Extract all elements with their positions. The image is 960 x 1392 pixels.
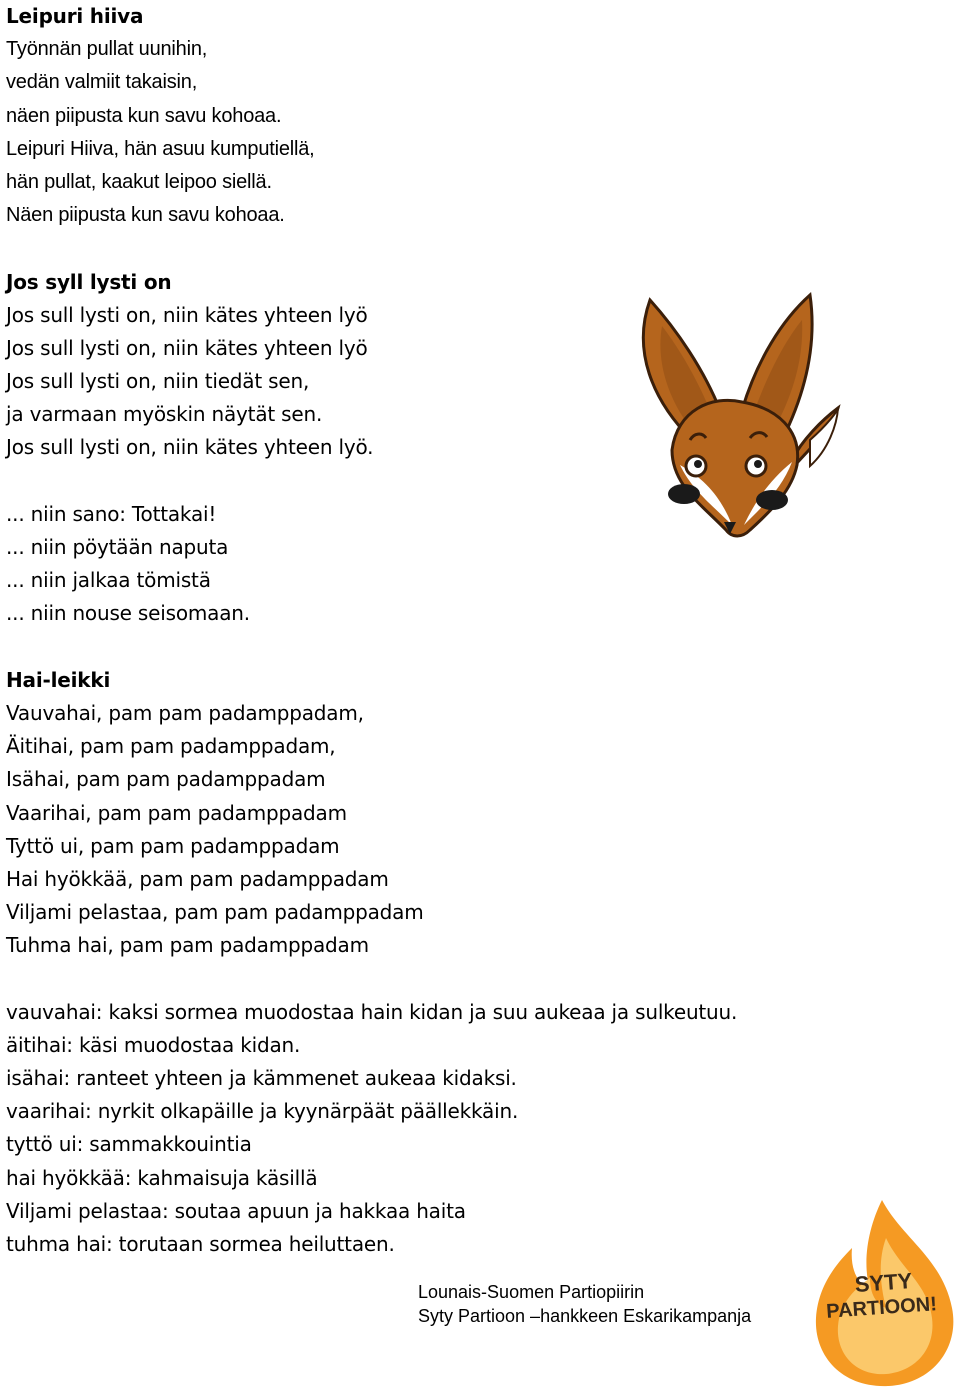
song-line: vedän valmiit takaisin, (6, 71, 198, 94)
song-variant: ... niin jalkaa tömistä (6, 568, 211, 593)
song-line: Isähai, pam pam padamppadam (6, 767, 326, 792)
instruction-line: äitihai: käsi muodostaa kidan. (6, 1032, 301, 1057)
song-line: Hai hyökkää, pam pam padamppadam (6, 866, 389, 891)
song-variant: ... niin sano: Tottakai! (6, 501, 217, 526)
instruction-line: hai hyökkää: kahmaisuja käsillä (6, 1165, 318, 1190)
song-line: Työnnän pullat uunihin, (6, 38, 208, 61)
song-line: Leipuri Hiiva, hän asuu kumputiellä, (6, 137, 315, 160)
song-title: Leipuri hiiva (6, 4, 144, 28)
song-title: Hai-leikki (6, 667, 111, 692)
fox-illustration (632, 290, 844, 544)
song-variant: ... niin nouse seisomaan. (6, 601, 250, 626)
song-line: Viljami pelastaa, pam pam padamppadam (6, 900, 424, 925)
instruction-line: tuhma hai: torutaan sormea heiluttaen. (6, 1231, 395, 1256)
logo-text-2: PARTIOON! (825, 1293, 938, 1323)
song-line: Jos sull lysti on, niin tiedät sen, (6, 369, 310, 394)
footer (418, 1280, 751, 1328)
song-line: Vaarihai, pam pam padamppadam (6, 800, 347, 825)
song-line: näen piipusta kun savu kohoaa. (6, 104, 282, 127)
instruction-line: isähai: ranteet yhteen ja kämmenet aukeaa kidaksi. (6, 1066, 517, 1090)
song-line: Jos sull lysti on, niin kätes yhteen lyö. (6, 435, 374, 460)
song-line: hän pullat, kaakut leipoo siellä. (6, 170, 272, 193)
song-variant: ... niin pöytään naputa (6, 535, 229, 559)
fox-paw-right (756, 490, 788, 510)
song-line: Tyttö ui, pam pam padamppadam (6, 833, 340, 858)
instruction-line: vauvahai: kaksi sormea muodostaa hain kidan ja suu aukeaa ja sulkeutuu. (6, 999, 738, 1024)
logo-text-1: SYTY (853, 1268, 914, 1297)
footer-line-1: Lounais-Suomen Partiopiirin (418, 1282, 645, 1302)
song-line: Tuhma hai, pam pam padamppadam (6, 933, 369, 958)
song-line: ja varmaan myöskin näytät sen. (6, 402, 323, 427)
fox-paw-left (668, 484, 700, 504)
instruction-line: vaarihai: nyrkit olkapäille ja kyynärpäät päällekkäin. (6, 1099, 519, 1124)
song-line: Jos sull lysti on, niin kätes yhteen lyö (6, 302, 368, 327)
song-line: Äitihai, pam pam padamppadam, (6, 734, 336, 759)
instruction-line: Viljami pelastaa: soutaa apuun ja hakkaa haita (6, 1198, 466, 1223)
song-line: Vauvahai, pam pam padamppadam, (6, 700, 364, 725)
document-body (6, 0, 738, 1261)
instruction-line: tyttö ui: sammakkouintia (6, 1132, 252, 1157)
song-line: Näen piipusta kun savu kohoaa. (6, 204, 285, 227)
syty-partioon-logo (812, 1198, 958, 1388)
song-line: Jos sull lysti on, niin kätes yhteen lyö (6, 335, 368, 360)
footer-line-2: Syty Partioon –hankkeen Eskarikampanja (418, 1306, 752, 1326)
song-title: Jos syll lysti on (6, 269, 172, 294)
